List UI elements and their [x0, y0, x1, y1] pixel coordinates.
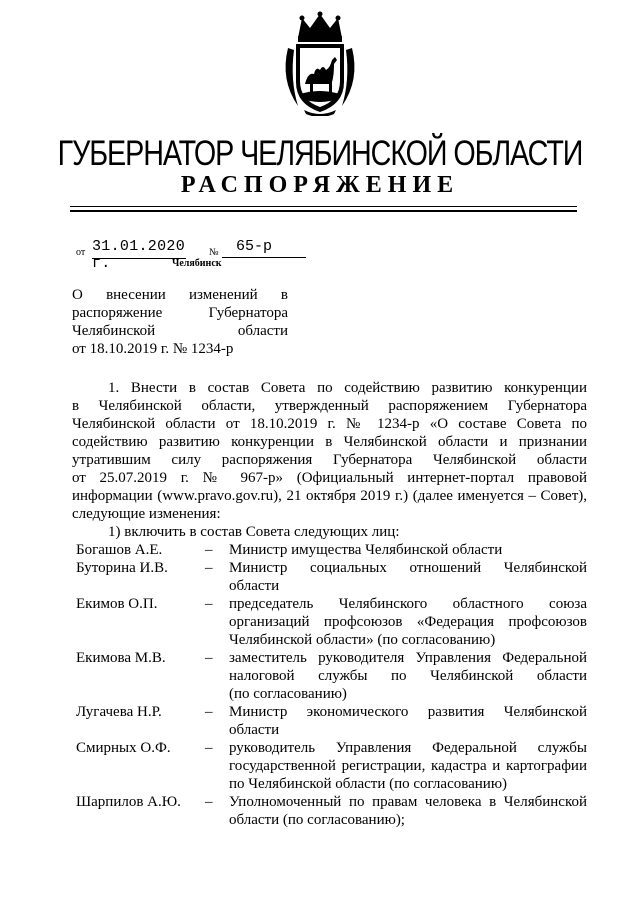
- subject-line: О внесении изменений в: [72, 287, 288, 303]
- member-name: Екимов О.П.: [76, 596, 158, 612]
- member-name: Смирных О.Ф.: [76, 740, 171, 756]
- member-position: Челябинской области» (по согласованию): [229, 632, 496, 648]
- member-position: руководитель Управления Федеральной службы: [229, 740, 587, 756]
- date-value: 31.01.2020 г.: [92, 238, 186, 272]
- member-position: области: [229, 578, 280, 594]
- member-dash: –: [205, 542, 213, 558]
- city: Челябинск: [172, 258, 222, 269]
- number-label: №: [209, 247, 219, 258]
- member-name: Екимова М.В.: [76, 650, 166, 666]
- member-dash: –: [205, 596, 213, 612]
- header-rule-thick: [70, 210, 577, 212]
- member-position: заместитель руководителя Управления Федеральной: [229, 650, 587, 666]
- member-name: Шарпилов А.Ю.: [76, 794, 181, 810]
- chelyabinsk-coat-of-arms-icon: [278, 10, 362, 116]
- document-type: РАСПОРЯЖЕНИЕ: [180, 172, 460, 198]
- member-position: области (по согласованию);: [229, 812, 405, 828]
- member-position: председатель Челябинского областного союза: [229, 596, 587, 612]
- member-position: Министр экономического развития Челябинской: [229, 704, 587, 720]
- body-line: от 25.07.2019 г. № 967-р» (Официальный интернет-портал правовой: [72, 470, 587, 486]
- number-value: 65-р: [222, 238, 306, 258]
- header-rule-thin: [70, 206, 577, 207]
- member-position: налоговой службы по Челябинской области: [229, 668, 587, 684]
- subject-line: распоряжение Губернатора: [72, 305, 288, 321]
- body-line: информации (www.pravo.gov.ru), 21 октября 2019 г.) (далее именуется – Совет),: [72, 488, 587, 504]
- member-position: организаций профсоюзов «Федерация профсоюзов: [229, 614, 587, 630]
- body-line: 1. Внести в состав Совета по содействию развитию конкуренции: [108, 380, 587, 396]
- member-dash: –: [205, 650, 213, 666]
- organization-title: ГУБЕРНАТОР ЧЕЛЯБИНСКОЙ ОБЛАСТИ: [57, 134, 583, 173]
- member-name: Лугачева Н.Р.: [76, 704, 162, 720]
- member-position: (по согласованию): [229, 686, 347, 702]
- member-dash: –: [205, 704, 213, 720]
- member-position: Министр социальных отношений Челябинской: [229, 560, 587, 576]
- member-position: государственной регистрации, кадастра и картографии: [229, 758, 587, 774]
- subject-line: Челябинской области: [72, 323, 288, 339]
- body-line: в Челябинской области, утвержденный распоряжением Губернатора: [72, 398, 587, 414]
- member-position: области: [229, 722, 280, 738]
- date-label: от: [76, 247, 86, 258]
- member-position: Министр имущества Челябинской области: [229, 542, 503, 558]
- member-dash: –: [205, 560, 213, 576]
- member-position: Уполномоченный по правам человека в Челябинской: [229, 794, 587, 810]
- member-position: по Челябинской области (по согласованию): [229, 776, 508, 792]
- body-line: содействию развитию конкуренции в Челябинской области и признании: [72, 434, 587, 450]
- member-name: Буторина И.В.: [76, 560, 168, 576]
- member-dash: –: [205, 740, 213, 756]
- member-dash: –: [205, 794, 213, 810]
- subject-line: от 18.10.2019 г. № 1234-р: [72, 341, 234, 357]
- member-name: Богашов А.Е.: [76, 542, 163, 558]
- body-line: Челябинской области от 18.10.2019 г. № 1234-р «О составе Совета по: [72, 416, 587, 432]
- body-line: утратившим силу распоряжения Губернатора Челябинской области: [72, 452, 587, 468]
- body-line: следующие изменения:: [72, 506, 221, 522]
- sub-item: 1) включить в состав Совета следующих лиц:: [108, 524, 400, 540]
